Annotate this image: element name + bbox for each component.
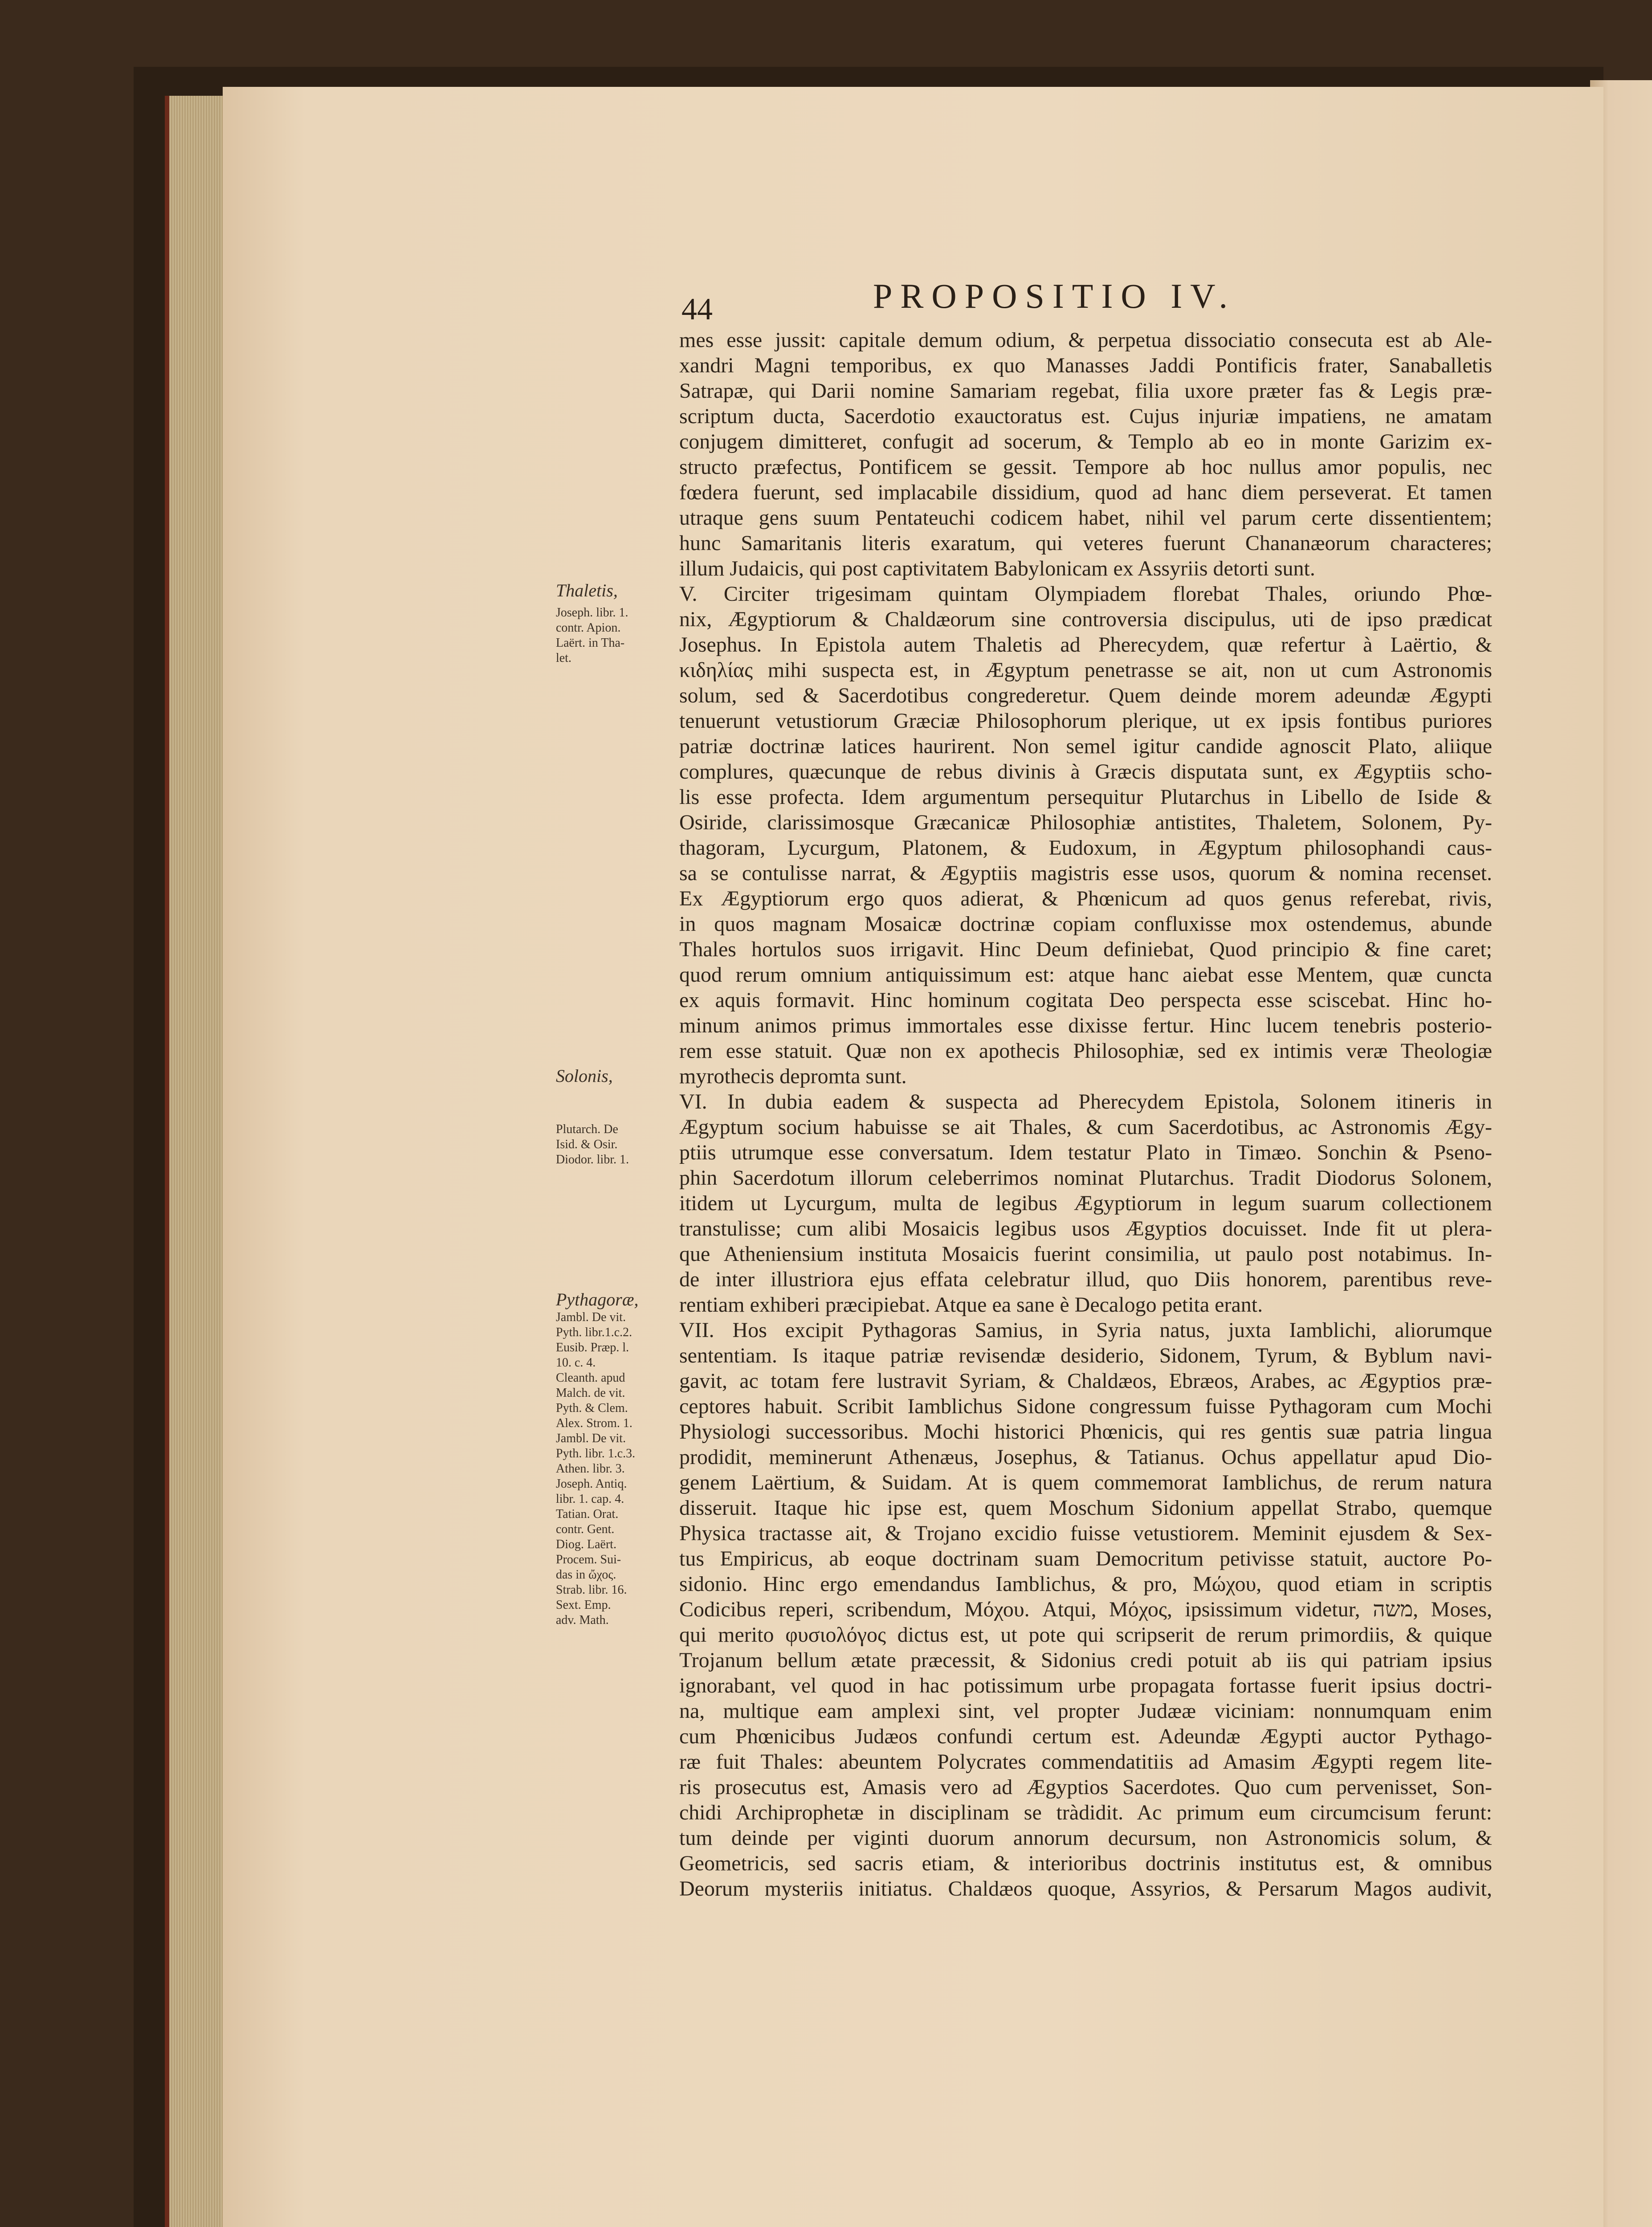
text-line: cum Phœnicibus Judæos confundi certum est. Adeundæ Ægypti auctor Pythago- — [679, 1725, 1492, 1748]
margin-ref: Alex. Strom. 1. — [556, 1416, 632, 1430]
text-line: nix, Ægyptiorum & Chaldæorum sine controversia discipulus, uti de ipso prædicat — [679, 608, 1492, 631]
margin-ref: Tatian. Orat. — [556, 1507, 619, 1521]
running-head: PROPOSITIO IV. — [873, 277, 1236, 315]
text-line: Josephus. In Epistola autem Thaletis ad Pherecydem, quæ refertur à Laërtio, & — [679, 633, 1492, 657]
margin-ref: let. — [556, 651, 571, 665]
text-line: Codicibus reperi, scribendum, Μόχου. Atqui, Μόχος, ipsissimum videtur, משה, Moses, — [679, 1598, 1492, 1621]
text-line: κιδηλίας mihi suspecta est, in Ægyptum penetrasse se ait, non ut cum Astronomis — [679, 658, 1492, 682]
text-line: tenuerunt vetustiorum Græciæ Philosophorum plerique, ut ex ipsis fontibus puriores — [679, 709, 1492, 733]
margin-ref: Joseph. libr. 1. — [556, 606, 628, 620]
text-line: prodidit, meminerunt Athenæus, Josephus, & Tatianus. Ochus appellatur apud Dio- — [679, 1445, 1492, 1469]
margin-ref: Pyth. libr.1.c.2. — [556, 1326, 632, 1339]
margin-ref: Cleanth. apud — [556, 1371, 625, 1385]
text-line: ris prosecutus est, Amasis vero ad Ægyptios Sacerdotes. Quo cum pervenisset, Son- — [679, 1775, 1492, 1799]
margin-ref: adv. Math. — [556, 1613, 609, 1627]
margin-ref: contr. Gent. — [556, 1522, 615, 1536]
text-line: ceptores habuit. Scribit Iamblichus Sidone congressum fuisse Pythagoram cum Mochi — [679, 1395, 1492, 1418]
text-line: VI. In dubia eadem & suspecta ad Pherecydem Epistola, Solonem itineris in — [679, 1090, 1492, 1114]
text-line: rem esse statuit. Quæ non ex apothecis Philosophiæ, sed ex intimis veræ Theologiæ — [679, 1039, 1492, 1063]
text-line: ignorabant, vel quod in hac potissimum urbe propagata fortasse fuerit ipsius doctri- — [679, 1674, 1492, 1697]
margin-ref: das in ὤχος. — [556, 1568, 616, 1582]
text-line: complures, quæcunque de rebus divinis à Græcis disputata sunt, ex Ægyptiis scho- — [679, 760, 1492, 783]
margin-ref: libr. 1. cap. 4. — [556, 1492, 624, 1506]
text-line: VII. Hos excipit Pythagoras Samius, in Syria natus, juxta Iamblichi, aliorumque — [679, 1318, 1492, 1342]
text-line: ræ fuit Thales: abeuntem Polycrates commendatitiis ad Amasim Ægypti regem lite- — [679, 1750, 1492, 1774]
text-line: itidem ut Lycurgum, multa de legibus Ægyptiorum in legum suarum collectionem — [679, 1191, 1492, 1215]
margin-ref: Sext. Emp. — [556, 1598, 611, 1612]
text-line: na, multique eam amplexi sint, vel propter Judææ viciniam: nonnumquam enim — [679, 1699, 1492, 1723]
text-line: conjugem dimitteret, confugit ad socerum, & Templo ab eo in monte Garizim ex- — [679, 430, 1492, 453]
text-line: Osiride, clarissimosque Græcanicæ Philosophiæ antistites, Thaletem, Solonem, Py- — [679, 811, 1492, 834]
text-line: de inter illustriora ejus effata celebratur illud, quo Diis honorem, parentibus reve- — [679, 1268, 1492, 1291]
margin-note-pythagorae — [556, 1289, 658, 1628]
margin-ref: Procem. Sui- — [556, 1553, 621, 1566]
text-line: scriptum ducta, Sacerdotio exauctoratus est. Cujus injuriæ impatiens, ne amatam — [679, 404, 1492, 428]
text-line: sententiam. Is itaque patriæ revisendæ desiderio, Sidonem, Tyrum, & Byblum navi- — [679, 1344, 1492, 1367]
page-number: 44 — [681, 292, 713, 326]
margin-ref: Laërt. in Tha- — [556, 636, 625, 650]
margin-ref: Athen. libr. 3. — [556, 1462, 625, 1476]
margin-ref: Diodor. libr. 1. — [556, 1153, 629, 1167]
text-line: V. Circiter trigesimam quintam Olympiadem florebat Thales, oriundo Phœ- — [679, 582, 1492, 606]
text-line: sa se contulisse narrat, & Ægyptiis magistris esse usos, quorum & nomina recenset. — [679, 861, 1492, 885]
margin-ref: Isid. & Osir. — [556, 1138, 618, 1151]
text-line: quod rerum omnium antiquissimum est: atque hanc aiebat esse Mentem, quæ cuncta — [679, 963, 1492, 987]
text-line: Geometricis, sed sacris etiam, & interioribus doctrinis institutus est, & omnibus — [679, 1852, 1492, 1875]
text-line: genem Laërtium, & Suidam. At is quem commemorat Iamblichus, de rerum natura — [679, 1471, 1492, 1494]
text-line: ex aquis formavit. Hinc hominum cogitata Deo perspecta esse sciscebat. Hinc ho- — [679, 988, 1492, 1012]
text-line: Deorum mysteriis initiatus. Chaldæos quoque, Assyrios, & Persarum Magos audivit, — [679, 1877, 1492, 1901]
text-line: solum, sed & Sacerdotibus congrederetur. Quem deinde morem adeundæ Ægypti — [679, 684, 1492, 707]
text-line: in quos magnam Mosaicæ doctrinæ copiam confluxisse mox ostendemus, abunde — [679, 912, 1492, 936]
text-line: disseruit. Itaque hic ipse est, quem Moschum Sidonium appellat Strabo, quemque — [679, 1496, 1492, 1520]
text-line: ptiis utrumque esse conversatum. Idem testatur Plato in Timæo. Sonchin & Pseno- — [679, 1141, 1492, 1164]
text-line: Ægyptum socium habuisse se ait Thales, & cum Sacerdotibus, ac Astronomis Ægy- — [679, 1115, 1492, 1139]
text-line: myrothecis depromta sunt. — [679, 1065, 907, 1088]
text-line: que Atheniensium instituta Mosaicis fuerint consimilia, ut paulo post notabimus. In- — [679, 1242, 1492, 1266]
margin-note-solonis — [556, 1066, 658, 1167]
margin-ref: Plutarch. De — [556, 1122, 618, 1136]
text-line: Ex Ægyptiorum ergo quos adierat, & Phœnicum ad quos genus referebat, rivis, — [679, 887, 1492, 910]
text-line: utraque gens suum Pentateuchi codicem habet, nihil vel parum certe dissentientem; — [679, 506, 1492, 530]
text-line: sidonio. Hinc ergo emendandus Iamblichus, & pro, Μώχου, quod etiam in scriptis — [679, 1572, 1492, 1596]
text-line: tus Empiricus, ab eoque doctrinam suam Democritum petivisse statuit, auctore Po- — [679, 1547, 1492, 1570]
text-line: tum deinde per viginti duorum annorum decursum, non Astronomicis solum, & — [679, 1826, 1492, 1850]
text-line: chidi Archiprophetæ in disciplinam se tràdidit. Ac primum eum circumcisum ferunt: — [679, 1801, 1492, 1824]
page-fore-edge — [165, 96, 227, 2227]
text-line: Physica tractasse ait, & Trojano excidio fuisse vetustiorem. Meminit ejusdem & Sex- — [679, 1521, 1492, 1545]
text-line: gavit, ac totam fere lustravit Syriam, & Chaldæos, Ebræos, Arabes, ac Ægyptios præ- — [679, 1369, 1492, 1393]
text-line: minum animos primus immortales esse dixisse fertur. Hinc lucem tenebris posterio- — [679, 1014, 1492, 1037]
margin-ref: Pyth. & Clem. — [556, 1401, 628, 1415]
margin-ref: Malch. de vit. — [556, 1386, 625, 1400]
text-line: Satrapæ, qui Darii nomine Samariam regebat, filia uxore præter fas & Legis præ- — [679, 379, 1492, 403]
margin-ref: Pyth. libr. 1.c.3. — [556, 1447, 636, 1460]
margin-heading: Solonis, — [556, 1066, 613, 1086]
margin-ref: Diog. Laërt. — [556, 1538, 617, 1551]
margin-ref: 10. c. 4. — [556, 1356, 596, 1370]
text-line: mes esse jussit: capitale demum odium, & perpetua dissociatio consecuta est ab Ale- — [679, 328, 1492, 352]
text-line: Thales hortulos suos irrigavit. Hinc Deum definiebat, Quod principio & fine caret; — [679, 938, 1492, 961]
text-line: patriæ doctrinæ latices haurirent. Non semel igitur candide agnoscit Plato, aliique — [679, 734, 1492, 758]
margin-ref: Jambl. De vit. — [556, 1432, 626, 1445]
margin-ref: contr. Apion. — [556, 621, 621, 635]
text-line: illum Judaicis, qui post captivitatem Babylonicam ex Assyriis detorti sunt. — [679, 557, 1315, 580]
margin-ref: Strab. libr. 16. — [556, 1583, 627, 1597]
text-line: qui merito φυσιολόγος dictus est, ut pote qui scripserit de rerum primordiis, & quique — [679, 1623, 1492, 1647]
text-line: thagoram, Lycurgum, Platonem, & Eudoxum, in Ægyptum philosophandi caus- — [679, 836, 1492, 860]
text-line: structo præfectus, Pontificem se gessit. Tempore ab hoc nullus amor populis, nec — [679, 455, 1492, 479]
text-line: phin Sacerdotum illorum celeberrimos nominat Plutarchus. Tradit Diodorus Solonem, — [679, 1166, 1492, 1190]
text-line: hunc Samaritanis literis exaratum, qui veteres fuerunt Chananæorum characteres; — [679, 531, 1492, 555]
text-line: rentiam exhiberi præcipiebat. Atque ea sane è Decalogo petita erant. — [679, 1293, 1263, 1317]
margin-ref: Joseph. Antiq. — [556, 1477, 627, 1491]
text-line: fœdera fuerunt, sed implacabile dissidium, quod ad hanc diem perseverat. Et tamen — [679, 481, 1492, 504]
text-line: xandri Magni temporibus, ex quo Manasses Jaddi Pontificis frater, Sanaballetis — [679, 354, 1492, 377]
margin-ref: Eusib. Præp. l. — [556, 1341, 629, 1354]
margin-ref: Jambl. De vit. — [556, 1310, 626, 1324]
text-line: Physiologi successoribus. Mochi historici Phœnicis, qui res gentis suæ patria lingua — [679, 1420, 1492, 1444]
margin-heading: Thaletis, — [556, 580, 618, 600]
margin-note-thaletis — [556, 580, 658, 666]
body-text — [679, 327, 1492, 1901]
text-line: Trojanum bellum ætate præcessit, & Sidonius credi potuit ab iis qui patriam ipsius — [679, 1648, 1492, 1672]
margin-heading: Pythagoræ, — [556, 1289, 639, 1309]
text-line: lis esse profecta. Idem argumentum persequitur Plutarchus in Libello de Iside & — [679, 785, 1492, 809]
text-line: transtulisse; cum alibi Mosaicis legibus usos Ægyptios docuisset. Inde fit ut plera- — [679, 1217, 1492, 1240]
